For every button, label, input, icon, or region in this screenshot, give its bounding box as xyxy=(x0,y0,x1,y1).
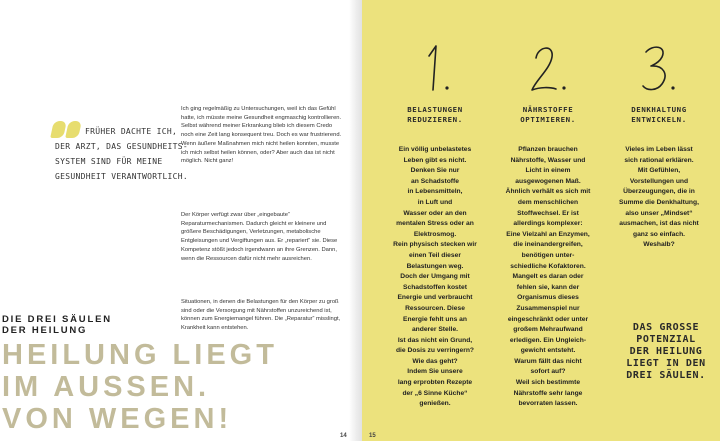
page-number-left: 14 xyxy=(340,433,347,439)
body-paragraph-3: Situationen, in denen die Belastungen für den Körper zu groß sind oder die Versorgung mit Nährstoffen unzureichend ist, können zum Energiemangel führen. Die „Reparatur“ misslingt, Krankheit kann entstehen. xyxy=(181,299,341,332)
callout-text: DAS GROSSE POTENZIAL DER HEILUNG LIEGT IN DEN DREI SÄULEN. xyxy=(626,322,706,381)
pillar-column-1 xyxy=(381,40,489,410)
pull-quote: FRÜHER DACHTE ICH, DER ARZT, DAS GESUNDHEITS- SYSTEM SIND FÜR MEINE GESUNDHEIT VERANTWORTLICH. xyxy=(55,127,189,181)
numeral-2 xyxy=(494,40,602,98)
pillar-column-2 xyxy=(494,40,602,410)
page-headline: HEILUNG LIEGT IM AUSSEN. VON WEGEN! xyxy=(2,339,278,435)
book-gutter xyxy=(349,0,362,441)
pillar-text-1: Ein völlig unbelastetes Leben gibt es nicht. Denken Sie nur an Schadstoffe in Lebensmitteln, in Luft und Wasser oder an den mentalen Stress oder an Elektrosmog. Rein physisch stecken wir einen Teil dieser Belastungen weg. Doch der Umgang mit Schadstoffen kostet Energie und verbraucht Ressourcen. Diese Energie fehlt uns an anderer Stelle. Ist das nicht ein Grund, die Dosis zu verringern? Wie das geht? Indem Sie unsere lang erprobten Rezepte der „6 Sinne Küche“ genießen. xyxy=(393,146,477,408)
pillar-title-1: BELASTUNGEN REDUZIEREN. xyxy=(407,105,463,124)
pillar-column-3 xyxy=(605,40,713,251)
section-subtitle: DIE DREI SÄULEN DER HEILUNG xyxy=(2,314,112,336)
numeral-3 xyxy=(605,40,713,98)
body-paragraph-1: Ich ging regelmäßig zu Untersuchungen, weil ich das Gefühl hatte, ich müsste meine Gesundheit engmaschig kontrollieren. Selbst während meiner Erkrankung blieb ich diesem Credo noch eine Zeit lang konsequent treu. Doch es war frustrierend. Wenn äußere Maßnahmen mich nicht heilen konnten, musste ich mich selbst heilen können, oder? Aber auch das ist nicht möglich. Nicht ganz! xyxy=(181,106,342,165)
pillar-title-2: NÄHRSTOFFE OPTIMIEREN. xyxy=(520,105,576,124)
pillar-text-2: Pflanzen brauchen Nährstoffe, Wasser und Licht in einem ausgewogenen Maß. Ähnlich verhält es sich mit dem menschlichen Stoffwechsel. Er ist allerdings komplexer: Eine Vielzahl an Enzymen, die ineinandergreifen, benötigen unter- schiedliche Kofaktoren. Mangelt es daran oder fehlen sie, kann der Organismus dieses Zusammenspiel nur eingeschränkt oder unter großem Mehraufwand erledigen. Ein Ungleich- gewicht entsteht. Warum fällt das nicht sofort auf? Weil sich bestimmte Nährstoffe sehr lange bevorraten lassen. xyxy=(505,146,591,408)
page-number-right: 15 xyxy=(369,433,376,439)
pillar-title-3: DENKHALTUNG ENTWICKELN. xyxy=(631,105,687,124)
body-paragraph-2: Der Körper verfügt zwar über „eingebaute“ Reparaturmechanismen. Dadurch gleicht er kleinere und größere Beschädigungen, Verletzungen, metabolische Entgleisungen und Vergiftungen aus. Er „repariert“ sie. Diese Kompetenz stößt jedoch irgendwann an ihre Grenzen. Dann, wenn die Ressourcen dafür nicht mehr ausreichen. xyxy=(181,212,338,262)
pillar-text-3: Vieles im Leben lässt sich rational erklären. Mit Gefühlen, Vorstellungen und Überzeugungen, die in Summe die Denkhaltung, also unser „Mindset“ ausmachen, ist das nicht ganz so einfach. Weshalb? xyxy=(619,146,699,249)
numeral-1 xyxy=(381,40,489,98)
